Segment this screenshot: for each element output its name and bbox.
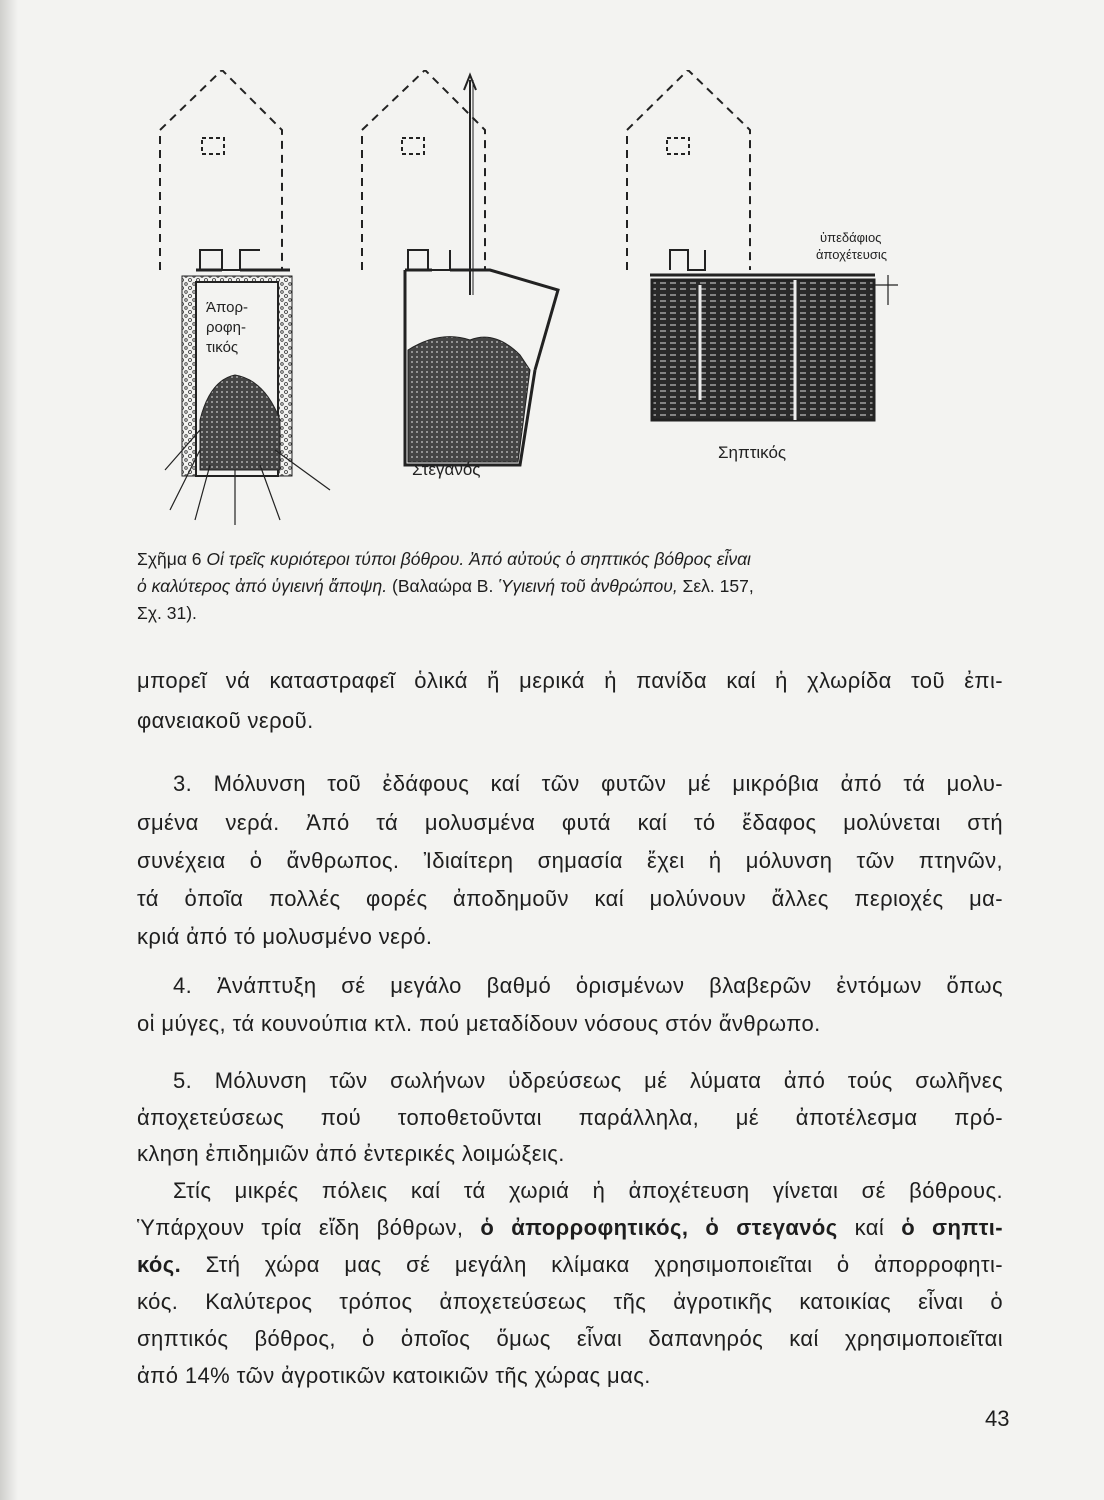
body-line: Στίς μικρές πόλεις καί τά χωριά ἡ ἀποχέτευση γίνεται σέ βόθρους. [173,1178,1003,1203]
septic-tank-diagram [627,70,898,420]
septic-label: Σηπτικός [718,443,787,462]
figure-caption [137,546,1003,627]
body-line [137,1252,1003,1278]
caption-text: ὁ καλύτερος ἀπό ὑγιεινή ἄποψη. [137,576,388,596]
body-line: σμένα νερά. Ἀπό τά μολυσμένα φυτά καί τό ἔδαφος μολύνεται στή [137,810,1003,835]
body-line: ἀπό 14% τῶν ἀγροτικῶν κατοικιῶν τῆς χώρας μας. [137,1363,651,1388]
bold-term: ὁ ἀπορροφητικός, ὁ στεγανός [480,1215,838,1240]
body-line: συνέχεια ὁ ἄνθρωπος. Ἰδιαίτερη σημασία ἔχει ἡ μόλυνση τῶν πτηνῶν, [137,848,1003,873]
figure-number: Σχῆμα 6 [137,549,202,569]
body-line: σηπτικός βόθρος, ὁ ὁποῖος ὅμως εἶναι δαπανηρός καί χρησιμοποιεῖται [137,1326,1003,1351]
cesspit-types-figure [140,70,980,530]
caption-citation-title: Ὑγιεινή τοῦ ἀνθρώπου, [498,576,678,596]
absorbing-pit-diagram [160,70,330,525]
sealed-label: Στεγανός [412,460,481,479]
body-line: τά ὁποῖα πολλές φορές ἀποδημοῦν καί μολύνουν ἄλλες περιοχές μα- [137,886,1003,911]
caption-line-2 [137,573,1003,600]
page-number: 43 [985,1406,1010,1431]
subsoil-label-1: ὑπεδάφιος [820,230,882,245]
body-line: κληση ἐπιδημιῶν ἀπό ἐντερικές λοιμώξεις. [137,1141,565,1166]
caption-citation-page: Σελ. 157, [677,576,754,596]
text-run: Ὑπάρχουν τρία εἴδη βόθρων, [137,1215,481,1240]
bold-term: κός. [137,1252,182,1277]
scan-edge-shadow [0,0,18,1500]
caption-line-3: Σχ. 31). [137,603,197,623]
body-line: οἱ μύγες, τά κουνούπια κτλ. πού μεταδίδουν νόσους στόν ἄνθρωπο. [137,1011,821,1036]
body-line [137,1215,1003,1241]
absorbing-label-1: Άπορ- [206,299,249,316]
absorbing-label-2: ροφη- [206,319,246,336]
subsoil-label-2: ἀποχέτευσις [816,247,888,262]
text-run: Στή χώρα μας σέ μεγάλη κλίμακα χρησιμοποιεῖται ὁ ἀπορροφητι- [181,1252,1003,1277]
absorbing-label-3: τικός [206,339,239,356]
body-line: ἀποχετεύσεως πού τοποθετοῦνται παράλληλα, μέ ἀποτέλεσμα πρό- [137,1105,1003,1130]
body-line: φανειακοῦ νεροῦ. [137,708,314,733]
text-run: καί [837,1215,902,1240]
caption-citation: (Βαλαώρα Β. [387,576,499,596]
body-line: κριά ἀπό τό μολυσμένο νερό. [137,924,433,949]
caption-line-1 [137,546,1003,573]
body-line: 4. Ἀνάπτυξη σέ μεγάλο βαθμό ὁρισμένων βλαβερῶν ἐντόμων ὅπως [173,973,1003,998]
body-line: κός. Καλύτερος τρόπος ἀποχετεύσεως τῆς ἀγροτικῆς κατοικίας εἶναι ὁ [137,1289,1003,1314]
body-line: 3. Μόλυνση τοῦ ἐδάφους καί τῶν φυτῶν μέ μικρόβια ἀπό τά μολυ- [173,771,1003,796]
body-line: μπορεῖ νά καταστραφεῖ ὁλικά ἤ μερικά ἡ πανίδα καί ἡ χλωρίδα τοῦ ἐπι- [137,668,1003,693]
sealed-pit-diagram [362,70,558,465]
bold-term: ὁ σηπτι- [901,1215,1004,1240]
caption-text: Οἱ τρεῖς κυριότεροι τύποι βόθρου. Ἀπό αὐτούς ὁ σηπτικός βόθρος εἶναι [206,549,751,569]
body-line: 5. Μόλυνση τῶν σωλήνων ὑδρεύσεως μέ λύματα ἀπό τούς σωλῆνες [173,1068,1003,1093]
